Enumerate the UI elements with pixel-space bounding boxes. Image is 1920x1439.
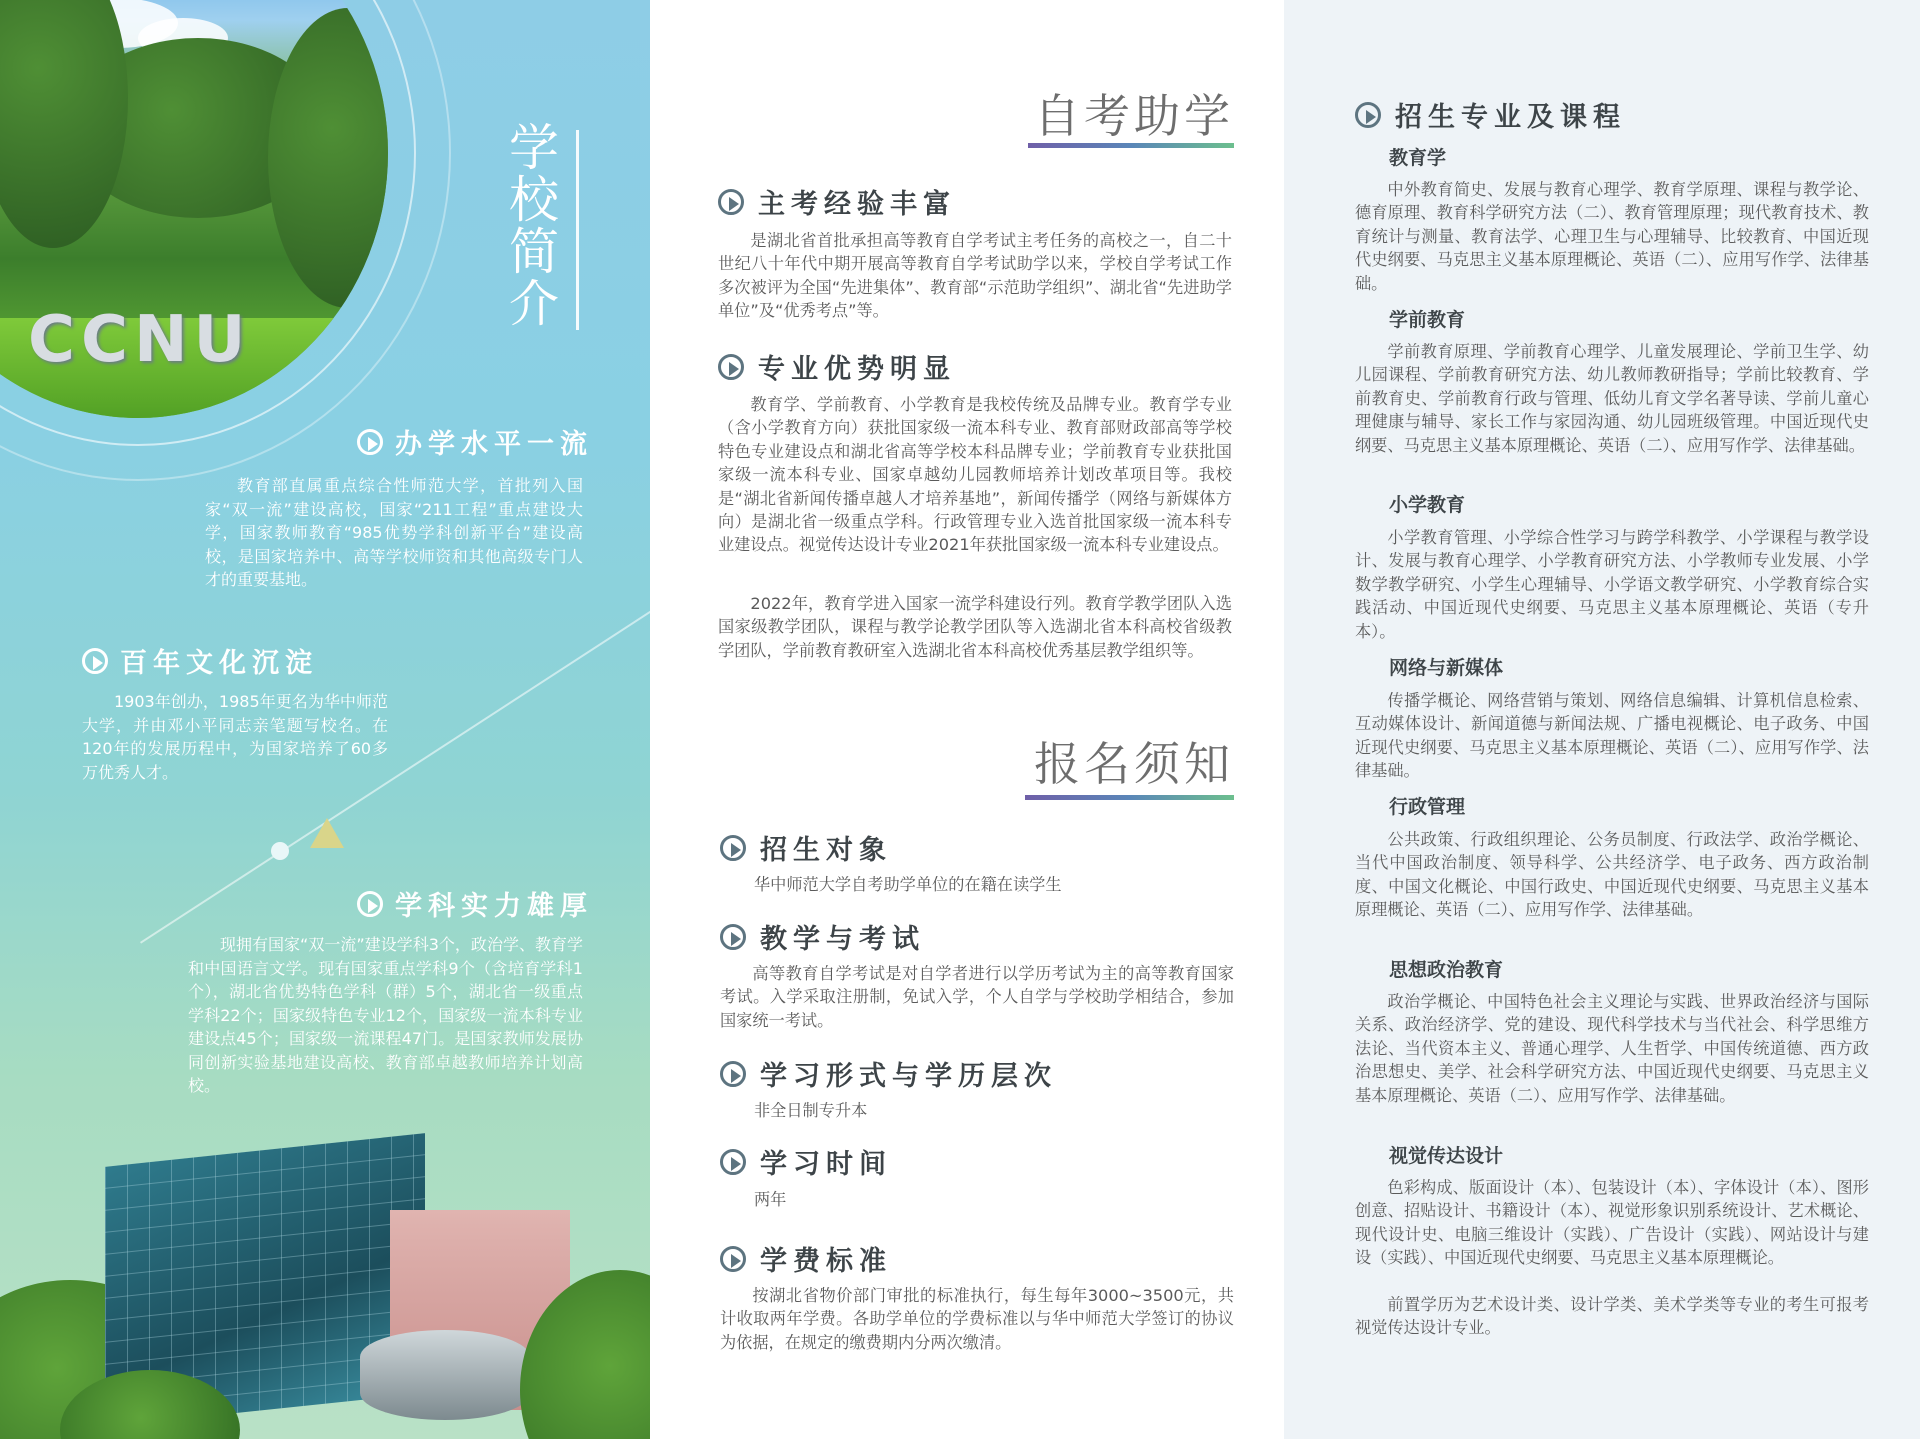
subsection-heading: 招生对象	[720, 828, 892, 867]
subsection-text: 按湖北省物价部门审批的标准执行，每生每年3000~3500元，共计收取两年学费。各助学单位的学费标准以与华中师范大学签订的协议为依据，在规定的缴费期内分两次缴清。	[720, 1286, 1234, 1352]
decorative-triangle	[310, 818, 344, 848]
panel-school-intro	[0, 0, 650, 1439]
play-circle-icon	[82, 648, 108, 674]
major-courses: 中外教育简史、发展与教育心理学、教育学原理、课程与教学论、德育原理、教育科学研究方法（二）、教育管理原理；现代教育技术、教育统计与测量、教育法学、心理卫生与心理辅导、比较教育、中国近现代史纲要、马克思主义基本原理概论、英语（二）、应用写作学、法律基础。	[1355, 180, 1869, 293]
play-circle-icon	[720, 835, 746, 861]
major-name: 教育学	[1389, 147, 1447, 169]
major-courses: 色彩构成、版面设计（本）、包装设计（本）、字体设计（本）、图形创意、招贴设计、书籍设计（本）、视觉形象识别系统设计、艺术概论、现代设计史、电脑三维设计（实践）、广告设计（实践）、网站设计与建设（实践）、中国近现代史纲要、马克思主义基本原理概论。	[1355, 1178, 1869, 1268]
panel-majors-courses	[1284, 0, 1920, 1439]
subsection-heading: 学习时间	[720, 1142, 892, 1181]
play-circle-icon	[720, 1061, 746, 1087]
panel-heading: 招生专业及课程	[1355, 95, 1626, 134]
subsection-heading: 教学与考试	[720, 917, 925, 956]
major-courses: 小学教育管理、小学综合性学习与跨学科教学、小学课程与教学设计、发展与教育心理学、小学教育研究方法、小学教师专业发展、小学数学教学研究、小学生心理辅导、小学语文教学研究、小学教育综合实践活动、中国近现代史纲要、马克思主义基本原理概论、英语（专升本）。	[1355, 528, 1869, 641]
play-circle-icon	[718, 189, 744, 215]
campus-photo	[0, 0, 388, 418]
major-name: 思想政治教育	[1389, 959, 1504, 981]
play-circle-icon	[718, 354, 744, 380]
subsection-text: 2022年，教育学进入国家一流学科建设行列。教育学教学团队入选国家级教学团队，课程与教学论教学团队等入选湖北省本科高校省级教学团队，学前教育教研室入选湖北省本科高校优秀基层教学组织等。	[718, 594, 1232, 660]
major-note: 前置学历为艺术设计类、设计学类、美术学类等专业的考生可报考视觉传达设计专业。	[1355, 1295, 1869, 1338]
title-underline	[1028, 143, 1234, 148]
play-circle-icon	[720, 1149, 746, 1175]
play-circle-icon	[720, 1246, 746, 1272]
section-heading: 百年文化沉淀	[82, 641, 318, 680]
section-title-self-study: 自考助学	[1034, 89, 1234, 143]
play-circle-icon	[357, 429, 383, 455]
major-name: 网络与新媒体	[1389, 657, 1504, 679]
section-text: 现拥有国家“双一流”建设学科3个，政治学、教育学和中国语言文学。现有国家重点学科9个（含培育学科1个），湖北省优势特色学科（群）5个，湖北省一级重点学科22个；国家级特色专业12个，国家级一流本科专业建设点45个；国家级一流课程47门。是国家教师发展协同创新实验基地建设高校、教育部卓越教师培养计划高校。	[188, 935, 583, 1095]
major-name: 学前教育	[1389, 309, 1466, 331]
title-divider	[576, 130, 579, 330]
subsection-text: 非全日制专升本	[754, 1101, 868, 1120]
play-circle-icon	[720, 924, 746, 950]
major-name: 小学教育	[1389, 494, 1466, 516]
library-building-photo	[0, 1130, 650, 1439]
subsection-heading: 专业优势明显	[718, 347, 956, 386]
play-circle-icon	[1355, 102, 1381, 128]
section-title-registration: 报名须知	[1034, 737, 1234, 791]
subsection-text: 教育学、学前教育、小学教育是我校传统及品牌专业。教育学专业（含小学教育方向）获批国家级一流本科专业、教育部财政部高等学校特色专业建设点和湖北省高等学校本科品牌专业；学前教育专业获批国家级一流本科专业、国家卓越幼儿园教师培养计划改革项目等。我校是“湖北省新闻传播卓越人才培养基地”，新闻传播学（网络与新媒体方向）是湖北省一级重点学科。行政管理专业入选首批国家级一流本科专业建设点。视觉传达设计专业2021年获批国家级一流本科专业建设点。	[718, 395, 1232, 555]
major-courses: 政治学概论、中国特色社会主义理论与实践、世界政治经济与国际关系、政治经济学、党的建设、现代科学技术与当代社会、科学思维方法论、当代资本主义、普通心理学、人生哲学、中国传统道德、西方政治思想史、美学、社会科学研究方法、中国近现代史纲要、马克思主义基本原理概论、英语（二）、应用写作学、法律基础。	[1355, 992, 1869, 1105]
panel-title: 学校简介	[509, 119, 561, 333]
major-name: 行政管理	[1389, 796, 1466, 818]
section-heading: 办学水平一流	[357, 422, 593, 461]
section-heading: 学科实力雄厚	[357, 884, 593, 923]
major-courses: 传播学概论、网络营销与策划、网络信息编辑、计算机信息检索、互动媒体设计、新闻道德与新闻法规、广播电视概论、电子政务、中国近现代史纲要、马克思主义基本原理概论、英语（二）、应用写作学、法律基础。	[1355, 691, 1869, 781]
subsection-text: 是湖北省首批承担高等教育自学考试主考任务的高校之一，自二十世纪八十年代中期开展高等教育自学考试助学以来，学校自学考试工作多次被评为全国“先进集体”、教育部“示范助学组织”、湖北省“先进助学单位”及“优秀考点”等。	[718, 231, 1232, 321]
campus-sign-text: CCNU	[28, 303, 252, 377]
major-name: 视觉传达设计	[1389, 1145, 1504, 1167]
section-text: 教育部直属重点综合性师范大学，首批列入国家“双一流”建设高校，国家“211工程”重点建设大学，国家教师教育“985优势学科创新平台”建设高校，是国家培养中、高等学校师资和其他高级专门人才的重要基地。	[205, 476, 583, 589]
subsection-text: 两年	[754, 1190, 787, 1209]
section-text: 1903年创办，1985年更名为华中师范大学，并由邓小平同志亲笔题写校名。在120年的发展历程中，为国家培养了60多万优秀人才。	[82, 692, 388, 782]
play-circle-icon	[357, 891, 383, 917]
subsection-heading: 学费标准	[720, 1239, 892, 1278]
subsection-text: 高等教育自学考试是对自学者进行以学历考试为主的高等教育国家考试。入学采取注册制，免试入学，个人自学与学校助学相结合，参加国家统一考试。	[720, 964, 1234, 1030]
subsection-heading: 主考经验丰富	[718, 182, 956, 221]
panel-self-study	[650, 0, 1284, 1439]
major-courses: 公共政策、行政组织理论、公务员制度、行政法学、政治学概论、当代中国政治制度、领导科学、公共经济学、电子政务、西方政治制度、中国文化概论、中国行政史、中国近现代史纲要、马克思主义基本原理概论、英语（二）、应用写作学、法律基础。	[1355, 830, 1869, 920]
major-courses: 学前教育原理、学前教育心理学、儿童发展理论、学前卫生学、幼儿园课程、学前教育研究方法、幼儿教师教研指导；学前比较教育、学前教育史、学前教育行政与管理、低幼儿育文学名著导读、学前儿童心理健康与辅导、家长工作与家园沟通、幼儿园班级管理。中国近现代史纲要、马克思主义基本原理概论、英语（二）、应用写作学、法律基础。	[1355, 342, 1869, 455]
decorative-dot	[271, 842, 289, 860]
title-underline	[1025, 795, 1234, 800]
subsection-heading: 学习形式与学历层次	[720, 1054, 1057, 1093]
subsection-text: 华中师范大学自考助学单位的在籍在读学生	[754, 875, 1062, 894]
